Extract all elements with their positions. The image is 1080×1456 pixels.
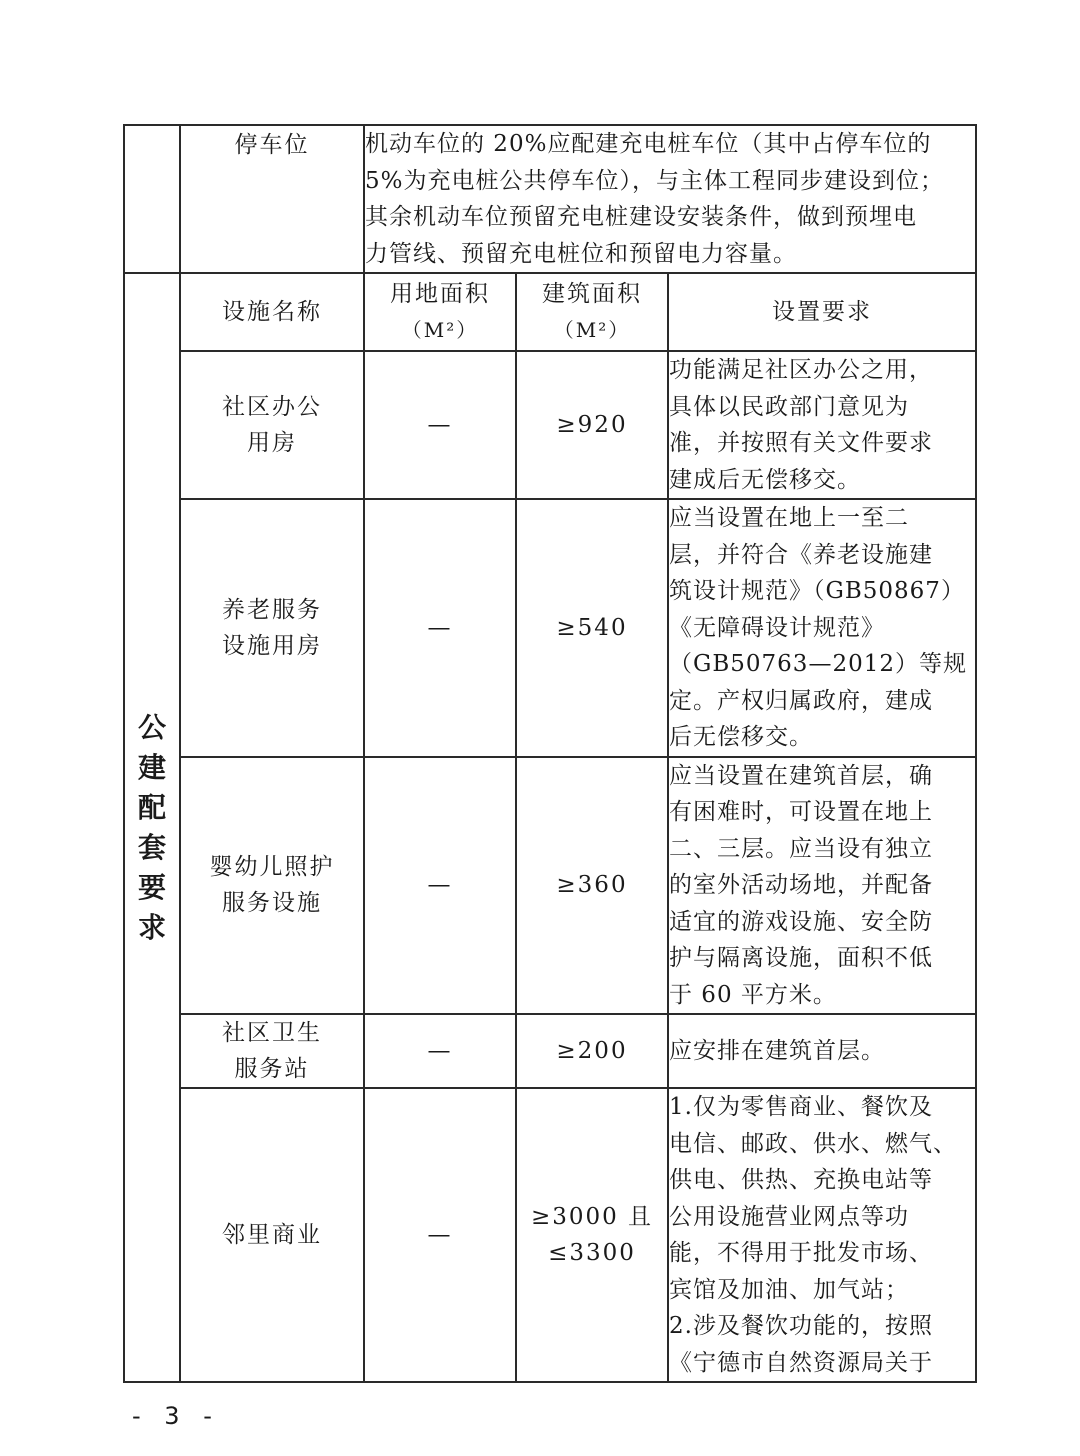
facility-name-line: 邻里商业 bbox=[222, 1222, 322, 1248]
building-area-cell bbox=[516, 351, 668, 499]
land-area-value: — bbox=[427, 872, 453, 899]
requirement-line: 功能满足社区办公之用， bbox=[669, 357, 933, 383]
table-row bbox=[124, 1088, 976, 1382]
parking-line: 机动车位的 20%应配建充电桩车位（其中占停车位的 bbox=[365, 131, 932, 157]
facility-name-cell bbox=[180, 351, 364, 499]
requirement-line: 于 60 平方米。 bbox=[669, 981, 837, 1008]
facility-name-cell bbox=[180, 757, 364, 1015]
requirement-line: 二、三层。应当设有独立 bbox=[669, 835, 933, 862]
building-area-value: ≤3300 bbox=[548, 1240, 636, 1266]
building-area-cell bbox=[516, 757, 668, 1015]
requirement-line: 有困难时，可设置在地上 bbox=[669, 799, 933, 825]
requirement-line: 供电、供热、充换电站等 bbox=[669, 1167, 933, 1193]
land-area-cell bbox=[364, 1014, 516, 1088]
requirement-line: 《无障碍设计规范》 bbox=[669, 614, 885, 641]
requirement-cell bbox=[668, 1088, 976, 1382]
header-land-area bbox=[364, 273, 516, 351]
parking-line: 力管线、预留充电桩位和预留电力容量。 bbox=[365, 240, 797, 267]
requirement-line: 公用设施营业网点等功 bbox=[669, 1203, 909, 1230]
header-facility-name-text: 设施名称 bbox=[222, 299, 322, 325]
requirement-line: 宾馆及加油、加气站； bbox=[669, 1276, 909, 1303]
building-area-value: ≥360 bbox=[556, 872, 628, 899]
blank-left-cell bbox=[124, 125, 180, 273]
header-land-unit: （M²） bbox=[401, 318, 479, 342]
facility-name-cell bbox=[180, 1014, 364, 1088]
requirement-line: 筑设计规范》（GB50867） bbox=[669, 578, 965, 604]
requirement-line: 应当设置在地上一至二 bbox=[669, 505, 909, 531]
land-area-value: — bbox=[427, 1222, 453, 1248]
requirement-line: 建成后无偿移交。 bbox=[669, 466, 861, 493]
requirement-line: 应安排在建筑首层。 bbox=[669, 1037, 885, 1064]
header-building-unit: （M²） bbox=[553, 318, 631, 342]
parking-line: 其余机动车位预留充电桩建设安装条件，做到预埋电 bbox=[365, 204, 917, 230]
section-label-cell bbox=[124, 273, 180, 1382]
header-row bbox=[124, 273, 976, 351]
requirement-line: 1.仅为零售商业、餐饮及 bbox=[669, 1094, 933, 1120]
page-number: - 3 - bbox=[132, 1402, 220, 1430]
land-area-value: — bbox=[427, 412, 453, 438]
building-area-value: ≥200 bbox=[556, 1038, 628, 1064]
parking-name-cell bbox=[180, 125, 364, 273]
building-area-cell bbox=[516, 499, 668, 757]
facility-name-line: 养老服务 bbox=[222, 596, 322, 623]
land-area-cell bbox=[364, 499, 516, 757]
building-area-value: ≥3000 且 bbox=[530, 1204, 654, 1230]
land-area-value: — bbox=[427, 1038, 453, 1064]
header-land-area-text: 用地面积 bbox=[390, 281, 490, 307]
table-row bbox=[124, 757, 976, 1015]
requirement-line: 具体以民政部门意见为 bbox=[669, 393, 909, 420]
facility-requirements-table bbox=[123, 124, 977, 1383]
requirement-line: 能，不得用于批发市场、 bbox=[669, 1240, 933, 1266]
facility-name-line: 婴幼儿照护 bbox=[209, 854, 335, 881]
header-building-area-text: 建筑面积 bbox=[542, 281, 642, 307]
facility-name-line: 用房 bbox=[247, 430, 297, 456]
facility-name-line: 设施用房 bbox=[222, 632, 322, 659]
header-facility-name bbox=[180, 273, 364, 351]
requirement-cell bbox=[668, 1014, 976, 1088]
requirement-cell bbox=[668, 757, 976, 1015]
requirement-line: 定。产权归属政府，建成 bbox=[669, 687, 933, 714]
building-area-value: ≥540 bbox=[556, 614, 628, 641]
header-building-area bbox=[516, 273, 668, 351]
facility-name-line: 社区办公 bbox=[222, 394, 322, 420]
header-requirement bbox=[668, 273, 976, 351]
facility-name-cell bbox=[180, 499, 364, 757]
requirement-line: 准，并按照有关文件要求 bbox=[669, 430, 933, 456]
header-requirement-text: 设置要求 bbox=[772, 299, 873, 325]
table-row bbox=[124, 499, 976, 757]
requirement-line: （GB50763—2012）等规 bbox=[669, 651, 967, 677]
parking-description-cell bbox=[364, 125, 976, 273]
facility-name-line: 服务站 bbox=[234, 1056, 310, 1082]
requirement-line: 应当设置在建筑首层，确 bbox=[669, 762, 933, 789]
facility-name-line: 社区卫生 bbox=[222, 1020, 322, 1046]
requirement-cell bbox=[668, 351, 976, 499]
facility-name-line: 服务设施 bbox=[222, 890, 322, 917]
requirement-cell bbox=[668, 499, 976, 757]
building-area-cell bbox=[516, 1088, 668, 1382]
requirement-line: 2.涉及餐饮功能的，按照 bbox=[669, 1313, 933, 1339]
parking-line: 5%为充电桩公共停车位），与主体工程同步建设到位； bbox=[365, 167, 944, 194]
table-row bbox=[124, 1014, 976, 1088]
table-row bbox=[124, 351, 976, 499]
building-area-cell bbox=[516, 1014, 668, 1088]
land-area-cell bbox=[364, 757, 516, 1015]
requirement-line: 电信、邮政、供水、燃气、 bbox=[669, 1130, 957, 1157]
requirement-line: 的室外活动场地，并配备 bbox=[669, 872, 933, 898]
requirement-line: 《宁德市自然资源局关于 bbox=[669, 1349, 933, 1376]
facility-name-cell bbox=[180, 1088, 364, 1382]
requirement-line: 层，并符合《养老设施建 bbox=[669, 541, 933, 568]
requirement-line: 适宜的游戏设施、安全防 bbox=[669, 908, 933, 935]
parking-row bbox=[124, 125, 976, 273]
requirement-line: 护与隔离设施，面积不低 bbox=[669, 945, 933, 971]
land-area-value: — bbox=[427, 614, 453, 641]
building-area-value: ≥920 bbox=[556, 412, 628, 438]
parking-name: 停车位 bbox=[234, 132, 310, 158]
requirement-line: 后无偿移交。 bbox=[669, 724, 813, 750]
land-area-cell bbox=[364, 1088, 516, 1382]
land-area-cell bbox=[364, 351, 516, 499]
section-label: 公建配套要求 bbox=[137, 710, 166, 944]
